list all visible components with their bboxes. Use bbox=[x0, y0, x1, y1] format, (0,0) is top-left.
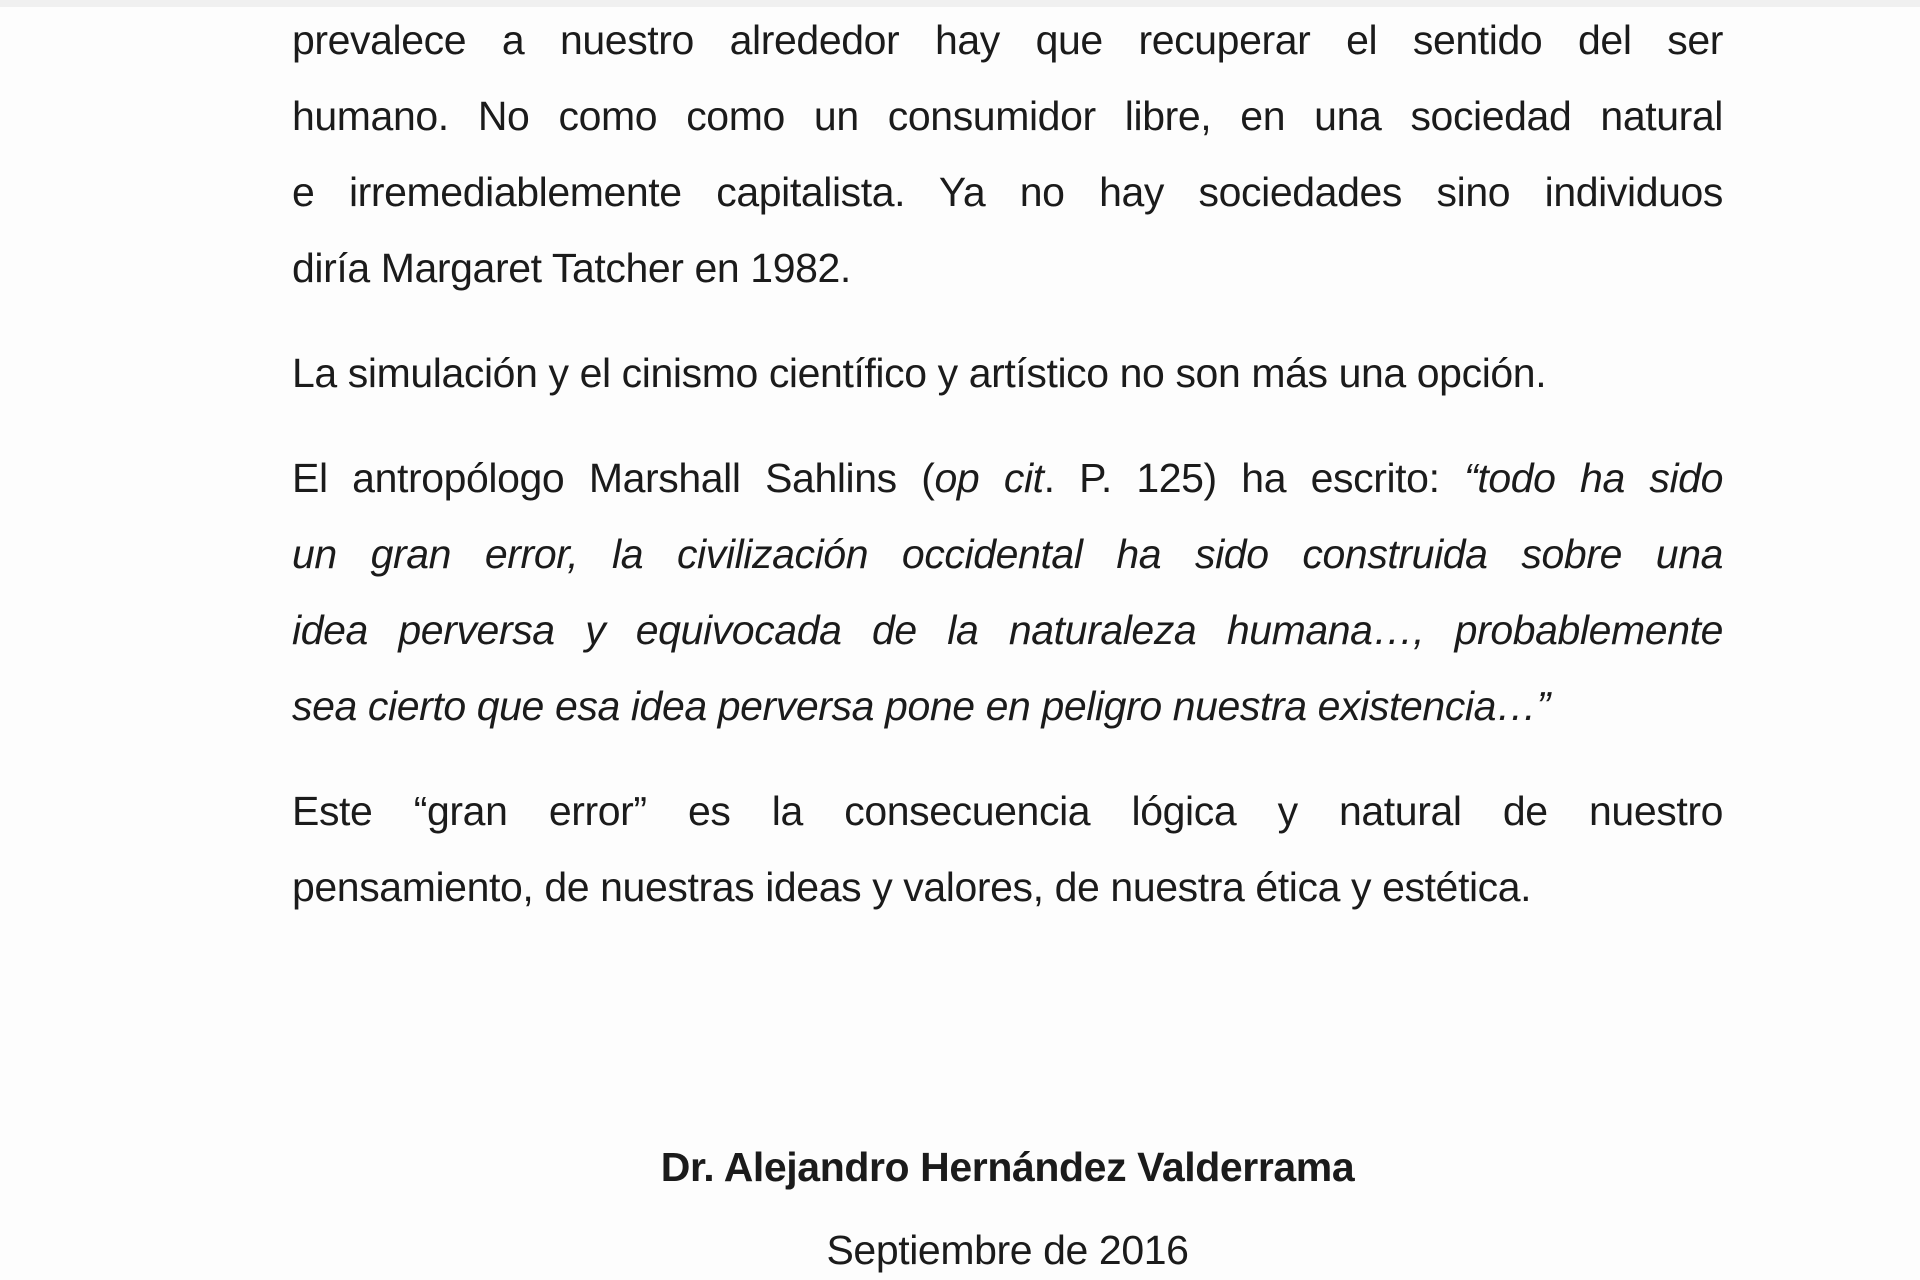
text-line bbox=[292, 335, 1723, 411]
paragraph bbox=[292, 335, 1723, 411]
signature-date: Septiembre de 2016 bbox=[826, 1227, 1189, 1273]
text-line bbox=[292, 154, 1723, 230]
text-line bbox=[292, 516, 1723, 592]
text-line bbox=[292, 849, 1723, 925]
text-run: La simulación y el cinismo científico y artístico no son más una opción. bbox=[292, 350, 1547, 396]
paragraph-container bbox=[292, 2, 1723, 925]
text-run: diría Margaret Tatcher en 1982. bbox=[292, 245, 851, 291]
text-line bbox=[292, 2, 1723, 78]
italic-text-run: op cit bbox=[934, 455, 1044, 501]
text-line bbox=[292, 230, 1723, 306]
text-run: El antropólogo Marshall Sahlins ( bbox=[292, 455, 935, 501]
italic-text-run: un gran error, la civilización occidental ha sido construida sobre una bbox=[292, 531, 1723, 577]
text-run: prevalece a nuestro alrededor hay que recuperar el sentido del ser bbox=[292, 17, 1723, 63]
text-run: . P. 125) ha escrito: bbox=[1043, 455, 1465, 501]
italic-text-run: idea perversa y equivocada de la naturaleza humana…, probablemente bbox=[292, 607, 1723, 653]
text-run: pensamiento, de nuestras ideas y valores, de nuestra ética y estética. bbox=[292, 864, 1532, 910]
text-run: e irremediablemente capitalista. Ya no hay sociedades sino individuos bbox=[292, 169, 1723, 215]
paragraph bbox=[292, 440, 1723, 744]
signature-block bbox=[292, 1129, 1723, 1280]
signature-name: Dr. Alejandro Hernández Valderrama bbox=[660, 1144, 1355, 1190]
text-line bbox=[292, 78, 1723, 154]
italic-text-run: sea cierto que esa idea perversa pone en peligro nuestra existencia…” bbox=[292, 683, 1550, 729]
text-line bbox=[292, 773, 1723, 849]
paragraph bbox=[292, 2, 1723, 306]
paragraph bbox=[292, 773, 1723, 925]
text-column bbox=[292, 2, 1723, 1280]
text-line bbox=[292, 440, 1723, 516]
text-run: humano. No como como un consumidor libre, en una sociedad natural bbox=[292, 93, 1723, 139]
text-line bbox=[292, 668, 1723, 744]
italic-text-run: “todo ha sido bbox=[1464, 455, 1723, 501]
text-run: Este “gran error” es la consecuencia lógica y natural de nuestro bbox=[292, 788, 1723, 834]
text-line bbox=[292, 592, 1723, 668]
